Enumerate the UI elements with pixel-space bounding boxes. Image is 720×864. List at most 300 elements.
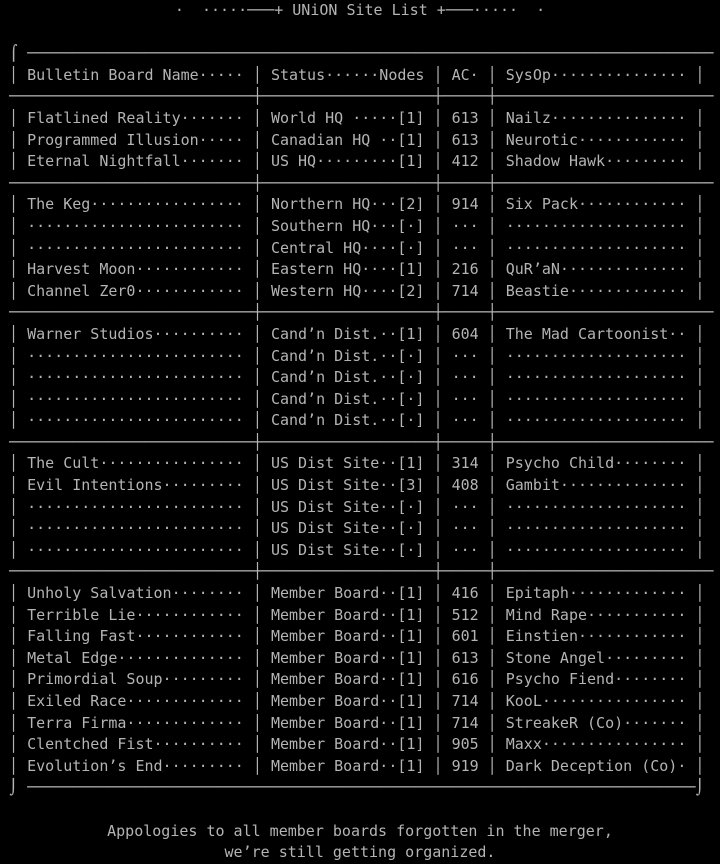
bbs-name-cell: Channel Zer0············ — [27, 281, 244, 300]
ac-cell: ··· — [451, 519, 479, 538]
column-divider: │ — [0, 476, 28, 495]
column-divider: │ — [243, 540, 271, 559]
sysop-cell: ···················· — [505, 540, 687, 559]
site-row — [0, 194, 720, 216]
column-divider: │ — [243, 476, 271, 495]
ac-cell: ··· — [451, 389, 479, 408]
column-divider: │ — [424, 238, 452, 257]
column-divider: │ — [0, 627, 28, 646]
column-divider: │ — [243, 756, 271, 775]
ac-cell: 408 — [451, 476, 479, 495]
column-divider: │ — [424, 670, 452, 689]
column-divider: │ — [424, 389, 452, 408]
column-divider: │ — [424, 735, 452, 754]
status-cell: Northern HQ···[2] — [270, 195, 425, 214]
column-divider: │ — [478, 195, 506, 214]
footer-line-2 — [0, 842, 720, 864]
sysop-column-header: SysOp··············· — [505, 65, 687, 84]
column-divider: │ — [686, 389, 705, 408]
column-divider: │ — [424, 627, 452, 646]
column-divider: │ — [686, 648, 705, 667]
column-divider: │ — [686, 627, 705, 646]
sysop-cell: ···················· — [505, 389, 687, 408]
ac-column-header: AC· — [451, 65, 479, 84]
bbs-name-cell: ························ — [27, 346, 244, 365]
column-divider: │ — [243, 152, 271, 171]
ac-cell: 601 — [451, 627, 479, 646]
column-divider: │ — [424, 260, 452, 279]
column-divider: │ — [424, 497, 452, 516]
column-divider: │ — [478, 497, 506, 516]
column-divider: │ — [686, 540, 705, 559]
column-divider: │ — [686, 216, 705, 235]
footer-line-1 — [0, 821, 720, 843]
bbs-name-cell: Eternal Nightfall······· — [27, 152, 244, 171]
column-divider: │ — [424, 519, 452, 538]
sysop-cell: KooL················ — [505, 692, 687, 710]
sysop-cell: Psycho Fiend········ — [505, 670, 687, 689]
column-divider: │ — [478, 411, 506, 430]
site-row — [0, 259, 720, 281]
sysop-cell: The Mad Cartoonist·· — [505, 324, 687, 343]
bbs-name-cell: Harvest Moon············ — [27, 260, 244, 279]
column-divider: │ — [0, 756, 28, 775]
column-divider: │ — [243, 497, 271, 516]
column-divider: │ — [0, 519, 28, 538]
status-cell: Member Board··[1] — [270, 756, 425, 775]
bbs-name-cell: Falling Fast············ — [27, 627, 244, 646]
sysop-cell: Stone Angel········· — [505, 648, 687, 667]
bottom-border — [0, 777, 720, 799]
status-cell: Member Board··[1] — [270, 605, 425, 624]
column-divider: │ — [424, 692, 452, 710]
status-cell: US Dist Site··[3] — [270, 476, 425, 495]
column-divider: │ — [243, 713, 271, 732]
ac-cell: 412 — [451, 152, 479, 171]
title-decor-right: +───····· · — [427, 1, 546, 19]
site-row — [0, 583, 720, 605]
site-row — [0, 151, 720, 173]
site-row — [0, 518, 720, 540]
status-cell: Member Board··[1] — [270, 648, 425, 667]
column-divider: │ — [478, 648, 506, 667]
status-cell: Member Board··[1] — [270, 735, 425, 754]
column-divider: │ — [478, 454, 506, 473]
column-divider: │ — [686, 670, 705, 689]
site-row — [0, 626, 720, 648]
column-divider: │ — [424, 411, 452, 430]
site-row — [0, 713, 720, 735]
ac-cell: 905 — [451, 735, 479, 754]
column-divider: │ — [0, 497, 28, 516]
column-divider: │ — [424, 324, 452, 343]
column-divider: │ — [478, 216, 506, 235]
column-divider: │ — [424, 713, 452, 732]
ac-cell: 616 — [451, 670, 479, 689]
column-divider: │ — [424, 346, 452, 365]
column-divider: │ — [478, 65, 506, 84]
column-divider: │ — [424, 584, 452, 603]
bbs-name-cell: Metal Edge·············· — [27, 648, 244, 667]
ac-cell: 416 — [451, 584, 479, 603]
sysop-cell: ···················· — [505, 238, 687, 257]
column-divider: │ — [243, 108, 271, 127]
column-divider: │ — [686, 152, 705, 171]
column-divider: │ — [0, 108, 28, 127]
column-divider: │ — [0, 605, 28, 624]
column-divider: │ — [0, 152, 28, 171]
column-divider: │ — [243, 260, 271, 279]
column-divider: │ — [243, 238, 271, 257]
sysop-cell: Nailz··············· — [505, 108, 687, 127]
site-row — [0, 497, 720, 519]
column-divider: │ — [686, 281, 705, 300]
column-divider: │ — [424, 281, 452, 300]
bbs-name-cell: Unholy Salvation········ — [27, 584, 244, 603]
column-divider: │ — [686, 735, 705, 754]
group-separator — [0, 302, 720, 324]
site-row — [0, 669, 720, 691]
status-cell: Southern HQ···[·] — [270, 216, 425, 235]
bbs-name-cell: ························ — [27, 368, 244, 387]
column-divider: │ — [424, 368, 452, 387]
column-divider: │ — [0, 692, 28, 710]
bbs-name-cell: The Cult················ — [27, 454, 244, 473]
sysop-cell: QuR’aN·············· — [505, 260, 687, 279]
sysop-cell: Shadow Hawk········· — [505, 152, 687, 171]
ac-cell: 714 — [451, 692, 479, 710]
site-row — [0, 108, 720, 130]
column-divider: │ — [686, 692, 705, 710]
bbs-name-cell: Flatlined Reality······· — [27, 108, 244, 127]
site-row — [0, 605, 720, 627]
column-divider: │ — [0, 540, 28, 559]
column-divider: │ — [243, 216, 271, 235]
bbs-name-cell: ························ — [27, 411, 244, 430]
column-divider: │ — [0, 281, 28, 300]
column-divider: │ — [478, 756, 506, 775]
column-divider: │ — [686, 756, 705, 775]
column-divider: │ — [478, 260, 506, 279]
bbs-name-cell: Evolution’s End········· — [27, 756, 244, 775]
column-divider: │ — [243, 346, 271, 365]
ac-cell: 613 — [451, 130, 479, 149]
column-divider: │ — [243, 65, 271, 84]
site-row — [0, 238, 720, 260]
ac-cell: 613 — [451, 108, 479, 127]
bbs-name-cell: ························ — [27, 238, 244, 257]
status-cell: Western HQ····[2] — [270, 281, 425, 300]
sysop-cell: Beastie············· — [505, 281, 687, 300]
site-row — [0, 346, 720, 368]
column-divider: │ — [478, 627, 506, 646]
column-divider: │ — [686, 195, 705, 214]
separator-line: ───────────────────────────┼───────────────────┼─────┼──────────────────────── — [0, 303, 714, 322]
bbs-name-cell: ························ — [27, 389, 244, 408]
column-divider: │ — [0, 368, 28, 387]
column-divider: │ — [686, 108, 705, 127]
bbs-name-cell: ························ — [27, 497, 244, 516]
column-divider: │ — [424, 476, 452, 495]
column-divider: │ — [686, 476, 705, 495]
sysop-cell: Gambit·············· — [505, 476, 687, 495]
column-divider: │ — [686, 324, 705, 343]
column-divider: │ — [243, 692, 271, 710]
group-separator — [0, 561, 720, 583]
status-cell: Member Board··[1] — [270, 670, 425, 689]
ac-cell: ··· — [451, 540, 479, 559]
status-cell: Member Board··[1] — [270, 713, 425, 732]
status-cell: World HQ ·····[1] — [270, 108, 425, 127]
status-cell: Cand’n Dist.··[1] — [270, 324, 425, 343]
table-header-row — [0, 65, 720, 87]
sysop-cell: Epitaph············· — [505, 584, 687, 603]
column-divider: │ — [243, 130, 271, 149]
sysop-cell: Dark Deception (Co)· — [505, 756, 687, 775]
column-divider: │ — [686, 65, 705, 84]
ac-cell: ··· — [451, 368, 479, 387]
column-divider: │ — [686, 584, 705, 603]
site-row — [0, 756, 720, 778]
sysop-cell: Psycho Child········ — [505, 454, 687, 473]
column-divider: │ — [0, 454, 28, 473]
ac-cell: ··· — [451, 497, 479, 516]
column-divider: │ — [243, 368, 271, 387]
status-cell: Member Board··[1] — [270, 627, 425, 646]
separator-line: ───────────────────────────┼───────────────────┼─────┼──────────────────────── — [0, 432, 714, 451]
group-separator — [0, 173, 720, 195]
column-divider: │ — [686, 260, 705, 279]
column-divider: │ — [478, 368, 506, 387]
column-divider: │ — [478, 476, 506, 495]
ac-cell: 512 — [451, 605, 479, 624]
status-cell: Member Board··[1] — [270, 584, 425, 603]
column-divider: │ — [424, 648, 452, 667]
column-divider: │ — [424, 605, 452, 624]
site-row — [0, 453, 720, 475]
title-decor-left: · ·····───+ — [174, 1, 293, 19]
column-divider: │ — [478, 238, 506, 257]
group-separator — [0, 432, 720, 454]
status-cell: Eastern HQ····[1] — [270, 260, 425, 279]
sysop-cell: Einstien············ — [505, 627, 687, 646]
column-divider: │ — [0, 324, 28, 343]
column-divider: │ — [478, 108, 506, 127]
column-divider: │ — [478, 670, 506, 689]
separator-line: ───────────────────────────┼───────────────────┼─────┼──────────────────────── — [0, 562, 714, 581]
column-divider: │ — [478, 324, 506, 343]
ac-cell: 314 — [451, 454, 479, 473]
bbs-name-cell: ························ — [27, 216, 244, 235]
status-nodes-column-header: Status······Nodes — [270, 65, 425, 84]
page-title — [0, 0, 720, 22]
ac-cell: ··· — [451, 346, 479, 365]
status-cell: US Dist Site··[·] — [270, 540, 425, 559]
column-divider: │ — [478, 735, 506, 754]
column-divider: │ — [478, 713, 506, 732]
ac-cell: 613 — [451, 648, 479, 667]
sysop-cell: ···················· — [505, 216, 687, 235]
column-divider: │ — [243, 648, 271, 667]
ac-cell: 216 — [451, 260, 479, 279]
sysop-cell: Six Pack············ — [505, 195, 687, 214]
column-divider: │ — [424, 108, 452, 127]
sysop-cell: ···················· — [505, 346, 687, 365]
status-cell: US Dist Site··[·] — [270, 497, 425, 516]
site-row — [0, 540, 720, 562]
ac-cell: 714 — [451, 713, 479, 732]
column-divider: │ — [424, 195, 452, 214]
column-divider: │ — [686, 713, 705, 732]
status-cell: US HQ·········[1] — [270, 152, 425, 171]
bbs-name-cell: Evil Intentions········· — [27, 476, 244, 495]
sysop-cell: Maxx················ — [505, 735, 687, 754]
bbs-name-cell: Clentched Fist·········· — [27, 735, 244, 754]
bbs-name-cell: Primordial Soup········· — [27, 670, 244, 689]
bbs-name-cell: Programmed Illusion····· — [27, 130, 244, 149]
bbs-name-cell: ························ — [27, 519, 244, 538]
sysop-cell: ···················· — [505, 497, 687, 516]
bbs-name-cell: Terra Firma············· — [27, 713, 244, 732]
column-divider: │ — [686, 238, 705, 257]
column-divider: │ — [424, 65, 452, 84]
column-divider: │ — [0, 584, 28, 603]
ac-cell: 714 — [451, 281, 479, 300]
column-divider: │ — [686, 497, 705, 516]
column-divider: │ — [478, 584, 506, 603]
ac-cell: ··· — [451, 216, 479, 235]
bottom-border-line: ⌡ ──────────────────────────────────────────────────────────────────────────⌡ — [0, 778, 705, 797]
column-divider: │ — [478, 152, 506, 171]
column-divider: │ — [478, 692, 506, 710]
ac-cell: 919 — [451, 756, 479, 775]
site-row — [0, 389, 720, 411]
column-divider: │ — [0, 735, 28, 754]
column-divider: │ — [0, 238, 28, 257]
sysop-cell: ···················· — [505, 519, 687, 538]
sysop-cell: ···················· — [505, 368, 687, 387]
column-divider: │ — [0, 670, 28, 689]
column-divider: │ — [478, 281, 506, 300]
status-cell: Cand’n Dist.··[·] — [270, 389, 425, 408]
site-row — [0, 281, 720, 303]
top-border-line: ⌠ ──────────────────────────────────────────────────────────────────────────── — [0, 44, 714, 63]
status-cell: US Dist Site··[1] — [270, 454, 425, 473]
ac-cell: 914 — [451, 195, 479, 214]
ac-cell: 604 — [451, 324, 479, 343]
column-divider: │ — [243, 324, 271, 343]
sysop-cell: Neurotic············ — [505, 130, 687, 149]
status-cell: Cand’n Dist.··[·] — [270, 368, 425, 387]
column-divider: │ — [686, 519, 705, 538]
name-column-header: Bulletin Board Name····· — [27, 65, 244, 84]
site-row — [0, 410, 720, 432]
column-divider: │ — [243, 281, 271, 300]
header-underline — [0, 86, 720, 108]
column-divider: │ — [243, 627, 271, 646]
sysop-cell: ···················· — [505, 411, 687, 430]
column-divider: │ — [686, 411, 705, 430]
column-divider: │ — [424, 152, 452, 171]
column-divider: │ — [478, 605, 506, 624]
site-row — [0, 216, 720, 238]
column-divider: │ — [686, 454, 705, 473]
column-divider: │ — [424, 756, 452, 775]
footer-text-2: we’re still getting organized. — [224, 843, 496, 862]
column-divider: │ — [243, 389, 271, 408]
column-divider: │ — [243, 519, 271, 538]
site-row — [0, 734, 720, 756]
column-divider: │ — [478, 540, 506, 559]
column-divider: │ — [478, 346, 506, 365]
column-divider: │ — [424, 540, 452, 559]
column-divider: │ — [0, 130, 28, 149]
column-divider: │ — [686, 605, 705, 624]
column-divider: │ — [686, 368, 705, 387]
column-divider: │ — [243, 605, 271, 624]
top-border — [0, 43, 720, 65]
site-row — [0, 324, 720, 346]
sysop-cell: Mind Rape··········· — [505, 605, 687, 624]
bbs-name-cell: Warner Studios·········· — [27, 324, 244, 343]
status-cell: Cand’n Dist.··[·] — [270, 411, 425, 430]
column-divider: │ — [243, 195, 271, 214]
ac-cell: ··· — [451, 238, 479, 257]
column-divider: │ — [0, 260, 28, 279]
column-divider: │ — [243, 411, 271, 430]
column-divider: │ — [424, 216, 452, 235]
column-divider: │ — [424, 454, 452, 473]
status-cell: Cand’n Dist.··[·] — [270, 346, 425, 365]
site-row — [0, 648, 720, 670]
status-cell: Central HQ····[·] — [270, 238, 425, 257]
column-divider: │ — [686, 130, 705, 149]
column-divider: │ — [243, 670, 271, 689]
column-divider: │ — [424, 130, 452, 149]
blank-line — [0, 799, 720, 821]
column-divider: │ — [478, 519, 506, 538]
column-divider: │ — [243, 735, 271, 754]
blank-line — [0, 22, 720, 44]
column-divider: │ — [0, 648, 28, 667]
bbs-name-cell: The Keg················· — [27, 195, 244, 214]
bbs-name-cell: ························ — [27, 540, 244, 559]
site-row — [0, 691, 720, 713]
ac-cell: ··· — [451, 411, 479, 430]
sysop-cell: StreakeR (Co)······· — [505, 713, 687, 732]
column-divider: │ — [0, 713, 28, 732]
title-text: UNiON Site List — [292, 1, 428, 19]
bbs-name-cell: Terrible Lie············ — [27, 605, 244, 624]
site-row — [0, 130, 720, 152]
separator-line: ───────────────────────────┼───────────────────┼─────┼──────────────────────── — [0, 173, 714, 192]
column-divider: │ — [478, 130, 506, 149]
column-divider: │ — [478, 389, 506, 408]
separator-line: ───────────────────────────┼───────────────────┼─────┼──────────────────────── — [0, 87, 714, 106]
status-cell: US Dist Site··[·] — [270, 519, 425, 538]
column-divider: │ — [0, 216, 28, 235]
column-divider: │ — [0, 346, 28, 365]
column-divider: │ — [0, 411, 28, 430]
column-divider: │ — [0, 65, 28, 84]
column-divider: │ — [0, 389, 28, 408]
column-divider: │ — [243, 584, 271, 603]
status-cell: Member Board··[1] — [270, 692, 425, 710]
status-cell: Canadian HQ ··[1] — [270, 130, 425, 149]
column-divider: │ — [243, 454, 271, 473]
footer-text-1: Appologies to all member boards forgotten in the merger, — [107, 821, 613, 840]
bbs-name-cell: Exiled Race············· — [27, 692, 244, 710]
